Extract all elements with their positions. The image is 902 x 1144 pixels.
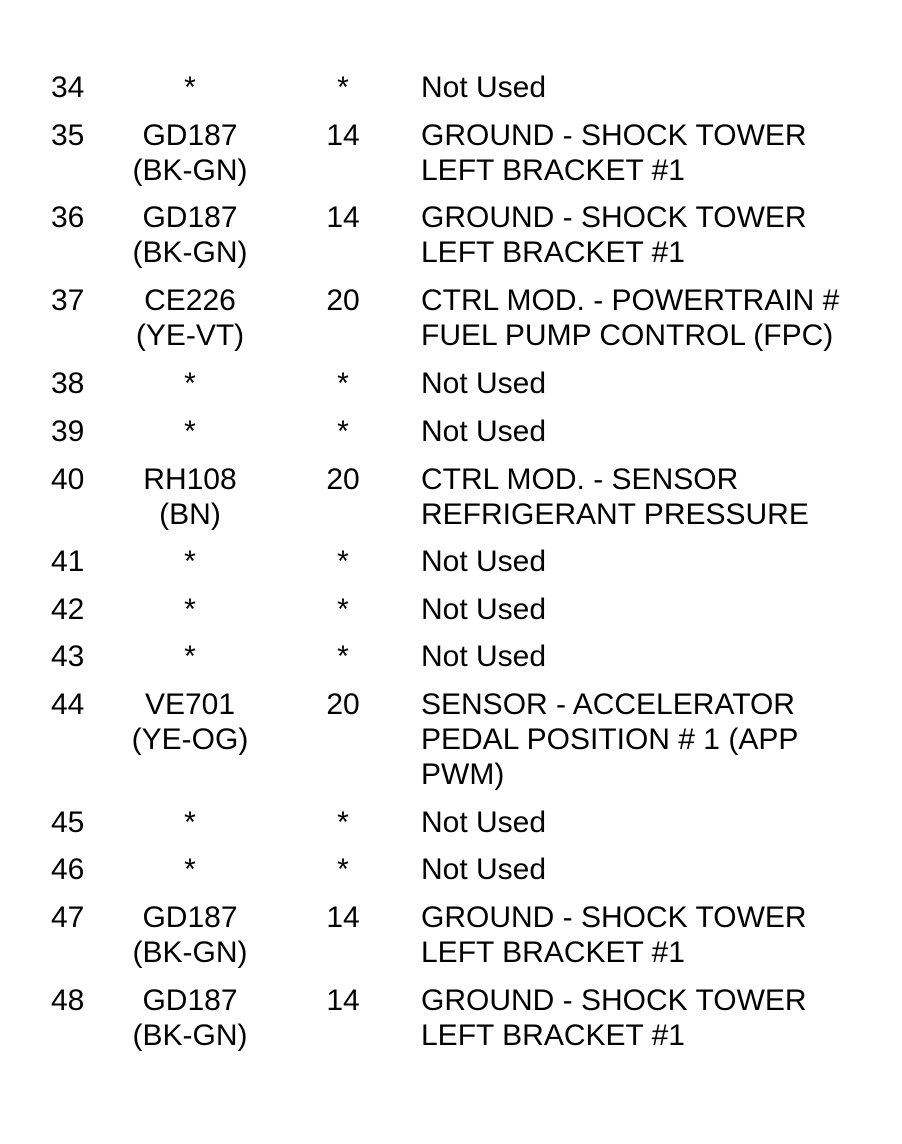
pin-number: 36 — [51, 201, 85, 234]
circuit-code: * — [184, 640, 196, 673]
circuit-cell — [110, 462, 270, 532]
table-row — [0, 592, 902, 639]
function-line: Not Used — [421, 415, 547, 448]
circuit-code: * — [184, 415, 196, 448]
function-line: LEFT BRACKET #1 — [421, 936, 685, 969]
pin-number: 38 — [51, 367, 85, 400]
pin-number: 40 — [51, 463, 85, 496]
gauge-cell: * — [337, 415, 349, 448]
circuit-cell — [110, 70, 270, 105]
circuit-cell — [110, 592, 270, 627]
circuit-code: * — [184, 593, 196, 626]
function-line: Not Used — [421, 593, 547, 626]
function-line: Not Used — [421, 545, 547, 578]
function-cell — [421, 805, 891, 840]
pin-number: 34 — [51, 71, 85, 104]
table-row — [0, 70, 902, 118]
table-row — [0, 200, 902, 283]
function-cell — [421, 283, 891, 353]
table-row — [0, 805, 902, 852]
function-cell — [421, 462, 891, 532]
circuit-code: GD187 — [142, 201, 238, 234]
table-row — [0, 462, 902, 544]
function-line: CTRL MOD. - POWERTRAIN # — [421, 284, 840, 317]
circuit-code: GD187 — [142, 119, 238, 152]
function-line: PEDAL POSITION # 1 (APP — [421, 723, 799, 756]
function-cell — [421, 592, 891, 627]
function-line: Not Used — [421, 367, 547, 400]
function-line: CTRL MOD. - SENSOR — [421, 463, 739, 496]
function-cell — [421, 200, 891, 270]
function-line: SENSOR - ACCELERATOR — [421, 688, 795, 721]
table-row — [0, 414, 902, 462]
circuit-code: VE701 — [144, 688, 236, 721]
pin-number: 47 — [51, 901, 85, 934]
circuit-code: * — [184, 806, 196, 839]
gauge-cell: * — [337, 545, 349, 578]
circuit-code: GD187 — [142, 984, 238, 1017]
pin-number: 35 — [51, 119, 85, 152]
circuit-cell — [110, 200, 270, 270]
function-cell — [421, 687, 891, 792]
gauge-cell: 14 — [326, 119, 360, 152]
circuit-code: GD187 — [142, 901, 238, 934]
function-cell — [421, 852, 891, 887]
gauge-cell: 20 — [326, 284, 360, 317]
function-cell — [421, 366, 891, 401]
table-row — [0, 544, 902, 592]
circuit-cell — [110, 983, 270, 1053]
table-row — [0, 687, 902, 805]
wire-color: (YE-VT) — [135, 319, 245, 352]
pin-number: 45 — [51, 806, 85, 839]
function-cell — [421, 639, 891, 674]
function-line: LEFT BRACKET #1 — [421, 236, 685, 269]
function-line: GROUND - SHOCK TOWER — [421, 201, 807, 234]
circuit-code: * — [184, 71, 196, 104]
gauge-cell: 20 — [326, 463, 360, 496]
table-row — [0, 983, 902, 1065]
gauge-cell: 14 — [326, 201, 360, 234]
function-cell — [421, 900, 891, 970]
gauge-cell: 14 — [326, 984, 360, 1017]
circuit-code: * — [184, 853, 196, 886]
function-line: REFRIGERANT PRESSURE — [421, 498, 809, 531]
function-line: Not Used — [421, 806, 547, 839]
function-cell — [421, 70, 891, 105]
circuit-cell — [110, 283, 270, 353]
function-cell — [421, 983, 891, 1053]
function-line: GROUND - SHOCK TOWER — [421, 119, 807, 152]
circuit-cell — [110, 852, 270, 887]
circuit-cell — [110, 544, 270, 579]
table-row — [0, 852, 902, 900]
wire-color: (BK-GN) — [132, 154, 248, 187]
table-row — [0, 639, 902, 687]
gauge-cell: * — [337, 593, 349, 626]
circuit-cell — [110, 805, 270, 840]
function-line: LEFT BRACKET #1 — [421, 154, 685, 187]
gauge-cell: * — [337, 367, 349, 400]
gauge-cell: * — [337, 640, 349, 673]
circuit-cell — [110, 414, 270, 449]
table-row — [0, 283, 902, 366]
gauge-cell: * — [337, 853, 349, 886]
gauge-cell: 20 — [326, 688, 360, 721]
function-line: PWM) — [421, 758, 505, 791]
pin-number: 43 — [51, 640, 85, 673]
function-line: Not Used — [421, 640, 547, 673]
gauge-cell: * — [337, 71, 349, 104]
circuit-cell — [110, 639, 270, 674]
wire-color: (YE-OG) — [131, 723, 249, 756]
circuit-code: * — [184, 367, 196, 400]
function-line: GROUND - SHOCK TOWER — [421, 901, 807, 934]
circuit-cell — [110, 118, 270, 188]
circuit-cell — [110, 366, 270, 401]
pin-number: 37 — [51, 284, 85, 317]
circuit-code: RH108 — [143, 463, 237, 496]
pin-number: 41 — [51, 545, 85, 578]
pin-table — [0, 70, 902, 1065]
wire-color: (BK-GN) — [132, 936, 248, 969]
circuit-cell — [110, 687, 270, 757]
function-line: LEFT BRACKET #1 — [421, 1019, 685, 1052]
table-row — [0, 118, 902, 200]
pin-number: 39 — [51, 415, 85, 448]
wire-color: (BK-GN) — [132, 236, 248, 269]
function-cell — [421, 118, 891, 188]
gauge-cell: 14 — [326, 901, 360, 934]
function-line: GROUND - SHOCK TOWER — [421, 984, 807, 1017]
pin-number: 42 — [51, 593, 85, 626]
circuit-code: * — [184, 545, 196, 578]
circuit-code: CE226 — [144, 284, 236, 317]
function-cell — [421, 414, 891, 449]
wire-color: (BN) — [159, 498, 221, 531]
pin-number: 46 — [51, 853, 85, 886]
function-line: Not Used — [421, 71, 547, 104]
table-row — [0, 366, 902, 414]
table-row — [0, 900, 902, 983]
function-cell — [421, 544, 891, 579]
gauge-cell: * — [337, 806, 349, 839]
circuit-cell — [110, 900, 270, 970]
function-line: Not Used — [421, 853, 547, 886]
pin-number: 48 — [51, 984, 85, 1017]
function-line: FUEL PUMP CONTROL (FPC) — [421, 319, 834, 352]
wire-color: (BK-GN) — [132, 1019, 248, 1052]
pin-number: 44 — [51, 688, 85, 721]
